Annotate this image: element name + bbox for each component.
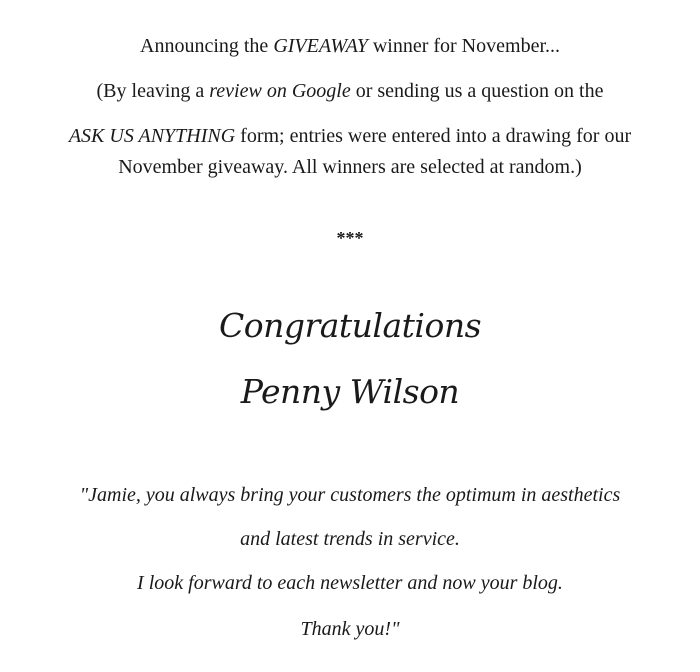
giveaway-emphasis: GIVEAWAY — [273, 35, 368, 57]
section-separator: *** — [336, 228, 364, 248]
announcement-text: Announcing the — [140, 35, 274, 57]
announcement-text: form; entries were entered into a drawing for our — [235, 125, 632, 147]
review-on-google-emphasis: review on Google — [209, 80, 351, 102]
testimonial-line-2: and latest trends in service. — [240, 528, 460, 550]
announcement-line-4: November giveaway. All winners are selected at random.) — [118, 156, 582, 178]
announcement-text: winner for November... — [367, 35, 560, 57]
testimonial-line-1: "Jamie, you always bring your customers the optimum in aesthetics — [79, 484, 621, 506]
winner-name: Penny Wilson — [240, 372, 460, 411]
announcement-text: (By leaving a — [96, 80, 210, 102]
testimonial-line-4: Thank you!" — [300, 618, 400, 640]
ask-us-anything-emphasis: ASK US ANYTHING — [68, 125, 236, 147]
announcement-text: or sending us a question on the — [350, 80, 604, 102]
announcement-line-2 — [0, 79, 700, 103]
congratulations-heading: Congratulations — [218, 306, 482, 345]
announcement-line-1 — [0, 34, 700, 58]
testimonial-line-3: I look forward to each newsletter and now your blog. — [137, 572, 563, 594]
announcement-line-3 — [0, 124, 700, 148]
